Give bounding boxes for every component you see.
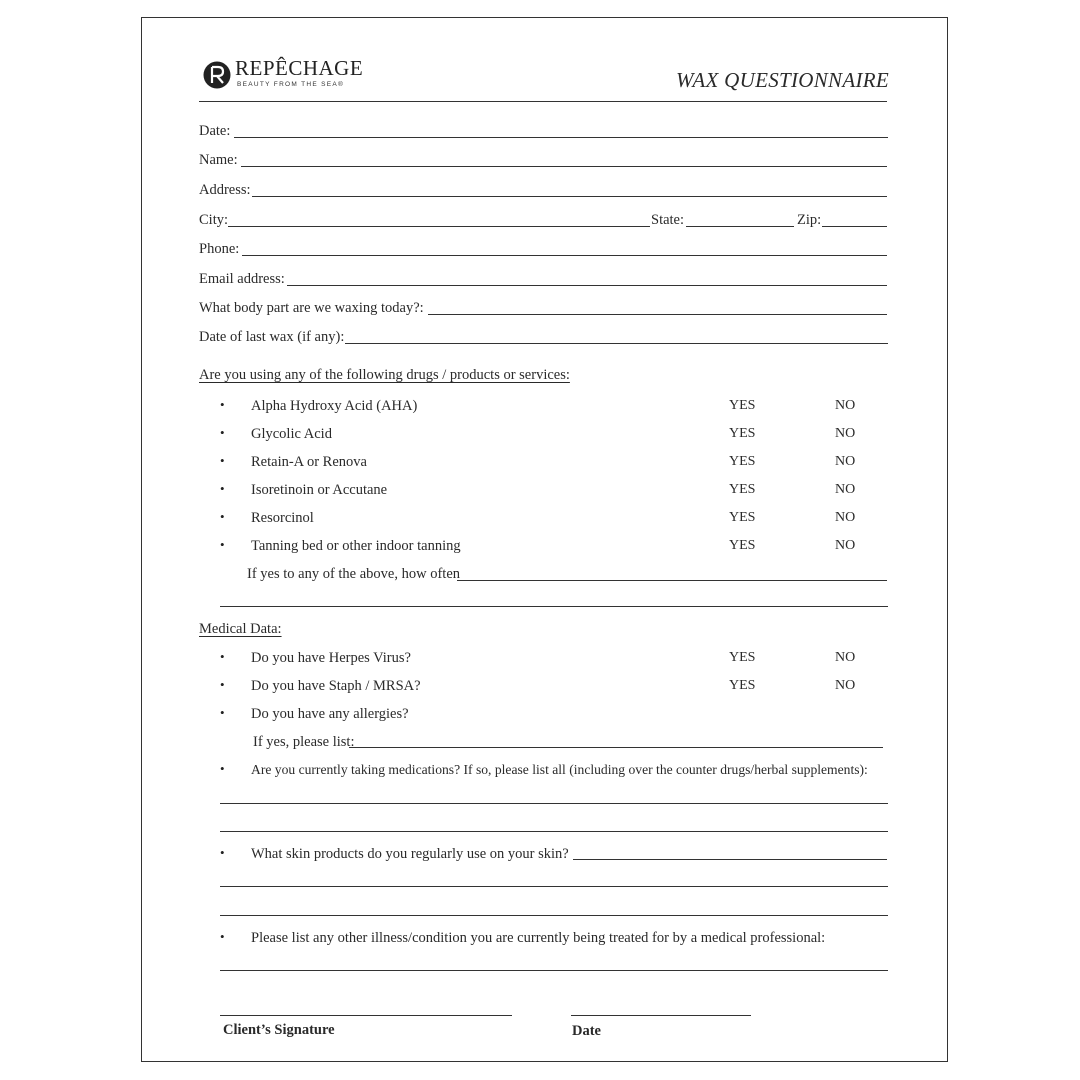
medications-label: Are you currently taking medications? If so, please list all (including over the counter drugs/herbal supplements): xyxy=(251,762,868,777)
medications-field-1[interactable] xyxy=(220,803,888,804)
name-field[interactable] xyxy=(241,166,887,167)
client-signature-field[interactable] xyxy=(220,1015,512,1016)
no-option[interactable]: NO xyxy=(835,678,856,693)
drug-item-label: Retain-A or Renova xyxy=(251,454,367,470)
skin-products-field-1[interactable] xyxy=(573,859,887,860)
header-rule xyxy=(199,101,887,102)
skin-products-label: What skin products do you regularly use on your skin? xyxy=(251,846,569,862)
no-option[interactable]: NO xyxy=(835,482,856,497)
drug-item-label: Tanning bed or other indoor tanning xyxy=(251,538,461,554)
medical-heading: Medical Data: xyxy=(199,621,282,637)
last-wax-label: Date of last wax (if any): xyxy=(199,329,345,345)
herpes-label: Do you have Herpes Virus? xyxy=(251,650,411,666)
state-label: State: xyxy=(651,212,685,228)
skin-products-field-2[interactable] xyxy=(220,886,888,887)
city-field[interactable] xyxy=(228,226,650,227)
allergies-label: Do you have any allergies? xyxy=(251,706,409,722)
yes-option[interactable]: YES xyxy=(729,538,756,553)
state-field[interactable] xyxy=(686,226,794,227)
how-often-field[interactable] xyxy=(457,580,887,581)
how-often-label: If yes to any of the above, how often xyxy=(247,566,461,582)
address-field[interactable] xyxy=(252,196,887,197)
yes-option[interactable]: YES xyxy=(729,454,756,469)
allergies-list-label: If yes, please list: xyxy=(253,734,355,750)
city-label: City: xyxy=(199,212,229,228)
date-field[interactable] xyxy=(234,137,888,138)
address-label: Address: xyxy=(199,182,251,198)
no-option[interactable]: NO xyxy=(835,510,856,525)
drug-item-label: Glycolic Acid xyxy=(251,426,332,442)
yes-option[interactable]: YES xyxy=(729,398,756,413)
how-often-field-continued[interactable] xyxy=(220,606,888,607)
repechage-logo-icon xyxy=(202,60,232,90)
staph-label: Do you have Staph / MRSA? xyxy=(251,678,421,694)
name-label: Name: xyxy=(199,152,238,168)
client-signature-label: Client’s Signature xyxy=(223,1022,335,1038)
yes-option[interactable]: YES xyxy=(729,650,756,665)
no-option[interactable]: NO xyxy=(835,398,856,413)
allergies-list-field[interactable] xyxy=(349,747,883,748)
form-title: WAX QUESTIONNAIRE xyxy=(676,68,890,92)
phone-field[interactable] xyxy=(242,255,887,256)
yes-option[interactable]: YES xyxy=(729,678,756,693)
brand-tagline: BEAUTY FROM THE SEA® xyxy=(237,81,345,88)
body-part-label: What body part are we waxing today?: xyxy=(199,300,424,316)
drug-item-label: Isoretinoin or Accutane xyxy=(251,482,388,498)
last-wax-field[interactable] xyxy=(345,343,888,344)
phone-label: Phone: xyxy=(199,241,240,257)
date-label: Date: xyxy=(199,123,231,139)
skin-products-field-3[interactable] xyxy=(220,915,888,916)
drug-item-label: Alpha Hydroxy Acid (AHA) xyxy=(251,398,418,414)
no-option[interactable]: NO xyxy=(835,426,856,441)
no-option[interactable]: NO xyxy=(835,650,856,665)
drugs-heading: Are you using any of the following drugs / products or services: xyxy=(199,367,570,383)
body-part-field[interactable] xyxy=(428,314,887,315)
other-illness-label: Please list any other illness/condition you are currently being treated for by a medical professional: xyxy=(251,930,826,946)
email-field[interactable] xyxy=(287,285,887,286)
drug-item-label: Resorcinol xyxy=(251,510,314,526)
zip-label: Zip: xyxy=(797,212,822,228)
signature-date-label: Date xyxy=(572,1023,601,1039)
zip-field[interactable] xyxy=(822,226,887,227)
medications-field-2[interactable] xyxy=(220,831,888,832)
signature-date-field[interactable] xyxy=(571,1015,751,1016)
other-illness-field[interactable] xyxy=(220,970,888,971)
yes-option[interactable]: YES xyxy=(729,510,756,525)
yes-option[interactable]: YES xyxy=(729,482,756,497)
no-option[interactable]: NO xyxy=(835,454,856,469)
email-label: Email address: xyxy=(199,271,285,287)
no-option[interactable]: NO xyxy=(835,538,856,553)
brand-name: REPÊCHAGE xyxy=(235,56,364,80)
yes-option[interactable]: YES xyxy=(729,426,756,441)
